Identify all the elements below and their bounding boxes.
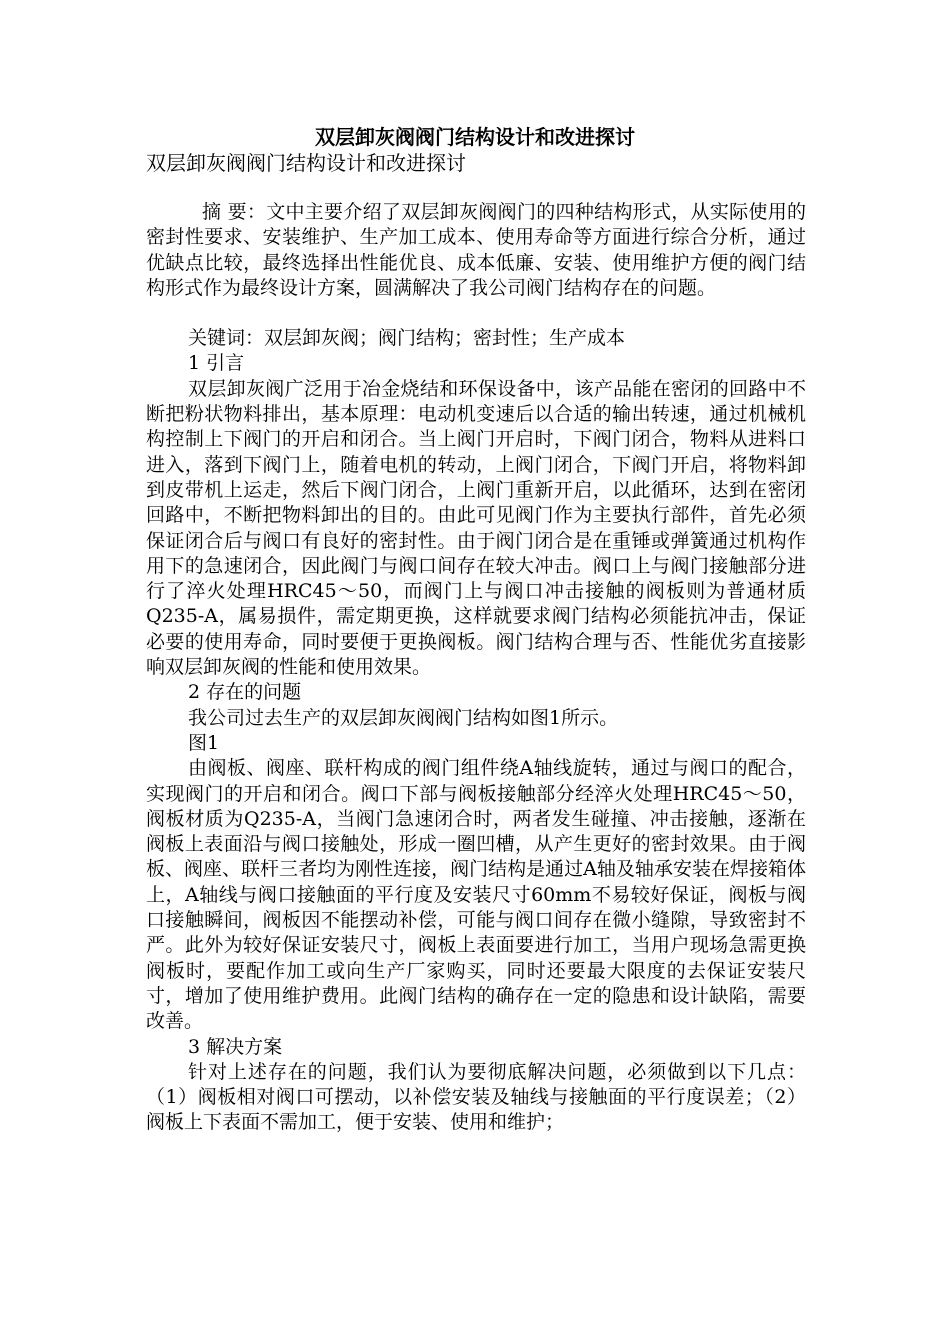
section-3-heading: 3 解决方案 bbox=[188, 1035, 283, 1058]
document-title: 双层卸灰阀阀门结构设计和改进探讨 bbox=[315, 125, 635, 149]
paragraph-spacer bbox=[146, 301, 806, 326]
section-1-heading: 1 引言 bbox=[188, 352, 245, 375]
section-2-paragraph-2: 由阀板、阀座、联杆构成的阀门组件绕A轴线旋转，通过与阀口的配合，实现阀门的开启和闭合。阀口下部与阀板接触部分经淬火处理HRC45～50，阀板材质为Q235-A，当阀门急速闭合时，两者发生碰撞、冲击接触，逐渐在阀板上表面沿与阀口接触处，形成一圈凹槽，从产生更好的密封效果。由于阀板、阀座、联杆三者均为刚性连接，阀门结构是通过A轴及轴承安装在焊接箱体上，A轴线与阀口接触面的平行度及安装尺寸60mm不易较好保证，阀板与阀口接触瞬间，阀板因不能摆动补偿，可能与阀口间存在微小缝隙，导致密封不严。此外为较好保证安装尺寸，阀板上表面要进行加工，当用户现场急需更换阀板时，要配作加工或向生产厂家购买，同时还要最大限度的去保证安装尺寸，增加了使用维护费用。此阀门结构的确存在一定的隐患和设计缺陷，需要改善。 bbox=[146, 757, 806, 1033]
figure-1-label: 图1 bbox=[188, 731, 220, 754]
abstract-paragraph: 摘 要：文中主要介绍了双层卸灰阀阀门的四种结构形式，从实际使用的密封性要求、安装维护、生产加工成本、使用寿命等方面进行综合分析，通过优缺点比较，最终选择出性能优良、成本低廉、安装、使用维护方便的阀门结构形式作为最终设计方案，圆满解决了我公司阀门结构存在的问题。 bbox=[146, 201, 806, 299]
section-1-paragraph: 双层卸灰阀广泛用于冶金烧结和环保设备中，该产品能在密闭的回路中不断把粉状物料排出，基本原理：电动机变速后以合适的输出转速，通过机械机构控制上下阀门的开启和闭合。当上阀门开启时，下阀门闭合，物料从进料口进入，落到下阀门上，随着电机的转动，上阀门闭合，下阀门开启，将物料卸到皮带机上运走，然后下阀门闭合，上阀门重新开启，以此循环，达到在密闭回路中，不断把物料卸出的目的。由此可见阀门作为主要执行部件，首先必须保证闭合后与阀口有良好的密封性。由于阀门闭合是在重锤或弹簧通过机构作用下的急速闭合，因此阀门与阀口间存在较大冲击。阀口上与阀门接触部分进行了淬火处理HRC45～50，而阀门上与阀口冲击接触的阀板则为普通材质Q235-A，属易损件，需定期更换，这样就要求阀门结构必须能抗冲击，保证必要的使用寿命，同时要便于更换阀板。阀门结构合理与否、性能优劣直接影响双层卸灰阀的性能和使用效果。 bbox=[146, 377, 806, 679]
document-body bbox=[146, 200, 806, 1136]
keywords-line: 关键词：双层卸灰阀；阀门结构；密封性；生产成本 bbox=[188, 327, 626, 350]
section-2-paragraph-1: 我公司过去生产的双层卸灰阀阀门结构如图1所示。 bbox=[188, 706, 619, 729]
document-subtitle: 双层卸灰阀阀门结构设计和改进探讨 bbox=[146, 151, 466, 175]
section-3-paragraph: 针对上述存在的问题，我们认为要彻底解决问题，必须做到以下几点：（1）阀板相对阀口可摆动，以补偿安装及轴线与接触面的平行度误差；（2）阀板上下表面不需加工，便于安装、使用和维护； bbox=[146, 1060, 806, 1134]
section-2-heading: 2 存在的问题 bbox=[188, 681, 302, 704]
